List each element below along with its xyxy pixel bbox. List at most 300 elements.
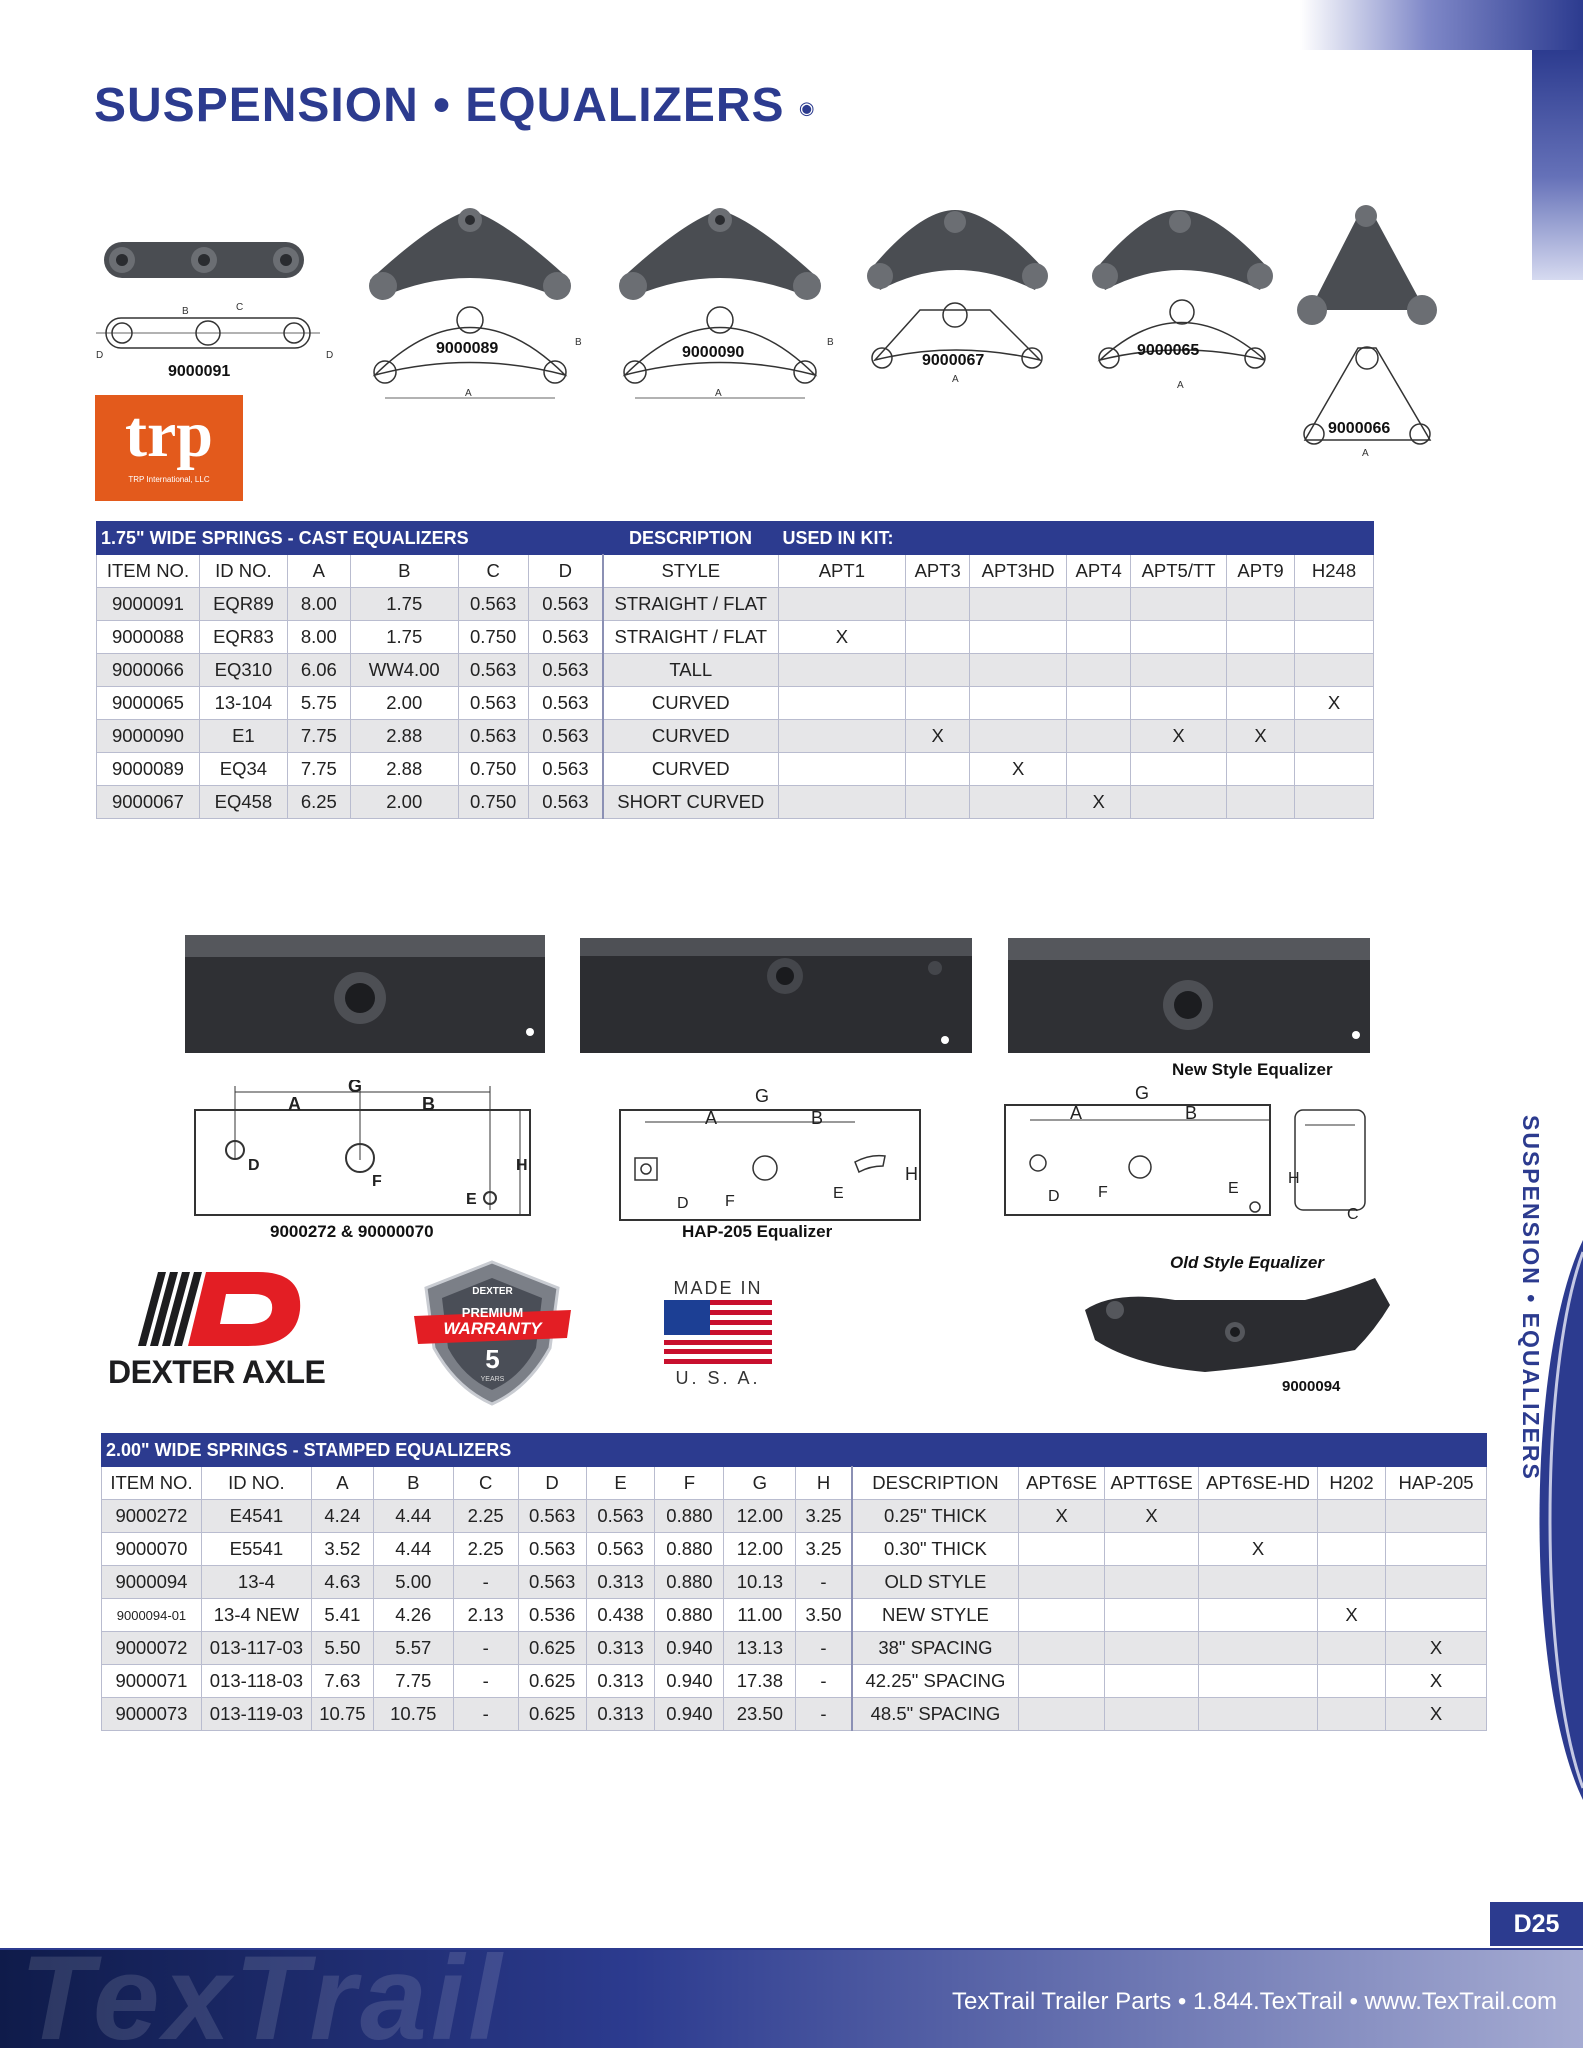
table-cell [1131,588,1227,621]
table-cell: 38" SPACING [852,1632,1019,1665]
table-cell: 0.25" THICK [852,1500,1019,1533]
table2-column-header: E [586,1467,655,1500]
table-cell: X [970,753,1067,786]
table-cell: 0.563 [458,654,528,687]
table-cell: 5.57 [373,1632,453,1665]
table-cell: - [453,1698,518,1731]
table-cell [1067,621,1131,654]
table-cell [970,654,1067,687]
table-cell: 9000090 [97,720,200,753]
table1-column-header: APT4 [1067,555,1131,588]
table2-column-header: APT6SE-HD [1199,1467,1318,1500]
table-cell: 9000088 [97,621,200,654]
equalizer-new-style-photo [1008,933,1373,1058]
table-cell: 0.563 [458,687,528,720]
table-cell: 0.880 [655,1533,724,1566]
table-cell [1295,588,1374,621]
table-cell [906,687,970,720]
table-cell [1067,654,1131,687]
svg-text:A: A [1362,448,1369,459]
svg-text:A: A [465,388,472,399]
table-cell: 0.625 [518,1665,586,1698]
table-cell: 013-119-03 [201,1698,311,1731]
table-cell [1019,1566,1105,1599]
table-cell: 2.88 [350,720,458,753]
table-cell [1105,1665,1199,1698]
table-cell: 1.75 [350,588,458,621]
table-cell [1295,621,1374,654]
table-cell [1318,1566,1386,1599]
table-cell: 9000072 [102,1632,202,1665]
table-cell: - [796,1665,852,1698]
table2-column-header: ID NO. [201,1467,311,1500]
table-cell: 0.625 [518,1698,586,1731]
table-cell [1318,1632,1386,1665]
svg-text:D: D [326,350,334,361]
table2-column-header: A [311,1467,373,1500]
equalizer-new-style-drawing [1000,1085,1380,1225]
table-cell: SHORT CURVED [603,786,778,819]
table-cell: CURVED [603,753,778,786]
table-cell [970,786,1067,819]
table-cell: 0.563 [528,654,603,687]
table-row [97,786,1374,819]
premium-warranty-badge: DEXTER PREMIUM WARRANTY 5 YEARS [410,1258,575,1406]
table-cell: 0.30" THICK [852,1533,1019,1566]
table-cell [1131,654,1227,687]
table-cell: - [796,1566,852,1599]
caption-9000094: 9000094 [1282,1378,1341,1395]
table-cell: X [1019,1500,1105,1533]
table-cell: 0.563 [518,1533,586,1566]
table-cell: E5541 [201,1533,311,1566]
side-gradient-band [1532,50,1583,280]
table-cell: X [1385,1632,1486,1665]
side-section-title: SUSPENSION • EQUALIZERS [1518,1115,1544,1481]
table-cell: E4541 [201,1500,311,1533]
table-cell: 0.940 [655,1698,724,1731]
us-flag-icon [664,1300,772,1364]
table-cell: 13.13 [724,1632,796,1665]
equalizer-hap205-photo [580,938,975,1058]
table-cell [1318,1500,1386,1533]
table-cell [1318,1533,1386,1566]
table-cell: STRAIGHT / FLAT [603,588,778,621]
table-cell [1295,654,1374,687]
table2-column-header: H [796,1467,852,1500]
table-cell: 4.63 [311,1566,373,1599]
table2-column-header: G [724,1467,796,1500]
svg-text:G: G [755,1086,770,1106]
table-cell: EQ34 [199,753,287,786]
table-cell [1295,753,1374,786]
table-cell: 0.563 [528,786,603,819]
table-row [102,1566,1487,1599]
table-cell: 4.44 [373,1533,453,1566]
table-row [102,1533,1487,1566]
svg-text:A: A [715,388,722,399]
table-cell: 9000071 [102,1665,202,1698]
table-cell: 5.41 [311,1599,373,1632]
table-cell [1131,753,1227,786]
table-cell: 8.00 [287,621,350,654]
table2-title: 2.00" WIDE SPRINGS - STAMPED EQUALIZERS [102,1434,1487,1467]
table-cell: 0.313 [586,1632,655,1665]
table-cell: 12.00 [724,1500,796,1533]
table-cell [1227,687,1295,720]
table1-column-header: ITEM NO. [97,555,200,588]
table-cell: 3.50 [796,1599,852,1632]
table2-column-header: F [655,1467,724,1500]
table-cell: 0.750 [458,786,528,819]
table-cell [1105,1533,1199,1566]
table-cell: 0.313 [586,1665,655,1698]
table-cell: 0.438 [586,1599,655,1632]
table2-column-header: H202 [1318,1467,1386,1500]
svg-text:E: E [833,1185,844,1202]
table-cell: 0.880 [655,1500,724,1533]
table-cell: 7.75 [287,720,350,753]
table-row [102,1500,1487,1533]
table-cell [1227,588,1295,621]
table-cell: 0.563 [528,720,603,753]
table-cell: 9000272 [102,1500,202,1533]
table1-column-header: D [528,555,603,588]
table-cell [970,588,1067,621]
table-cell: X [1067,786,1131,819]
table-cell: 11.00 [724,1599,796,1632]
table-cell: EQ310 [199,654,287,687]
table-row [97,720,1374,753]
table-cell: X [1318,1599,1386,1632]
table-cell [1385,1500,1486,1533]
table-row [102,1632,1487,1665]
table-cell: TALL [603,654,778,687]
equalizer-9000089-figure [355,200,585,410]
part-label-9000090: 9000090 [682,344,745,361]
table-cell: 9000094-01 [102,1599,202,1632]
table-cell [906,621,970,654]
table1-column-header: A [287,555,350,588]
table-cell: EQ458 [199,786,287,819]
header-gradient-bar [1300,0,1583,50]
svg-text:D: D [96,350,104,361]
footer-contact: TexTrail Trailer Parts • 1.844.TexTrail • www.TexTrail.com [952,1988,1557,2015]
svg-text:D: D [248,1157,260,1174]
svg-text:B: B [811,1108,824,1128]
table-cell: 10.13 [724,1566,796,1599]
table-cell: X [1227,720,1295,753]
table-cell: 0.750 [458,753,528,786]
svg-text:F: F [725,1193,735,1210]
table-cell: 9000094 [102,1566,202,1599]
table-cell: X [1295,687,1374,720]
svg-text:A: A [288,1094,301,1114]
part-label-9000091: 9000091 [168,363,231,380]
table-cell: 0.563 [518,1566,586,1599]
table-cell: EQR83 [199,621,287,654]
svg-text:A: A [1177,380,1184,391]
caption-hap205: HAP-205 Equalizer [682,1222,833,1241]
table-cell: 0.880 [655,1599,724,1632]
table-cell [778,654,906,687]
table-cell [1019,1599,1105,1632]
table1-column-header: APT3HD [970,555,1067,588]
table-cell [1131,621,1227,654]
table-cell [1199,1665,1318,1698]
svg-text:C: C [236,302,244,313]
equalizer-9000091-figure [96,230,346,380]
table-cell [1227,621,1295,654]
part-label-9000089: 9000089 [436,340,499,357]
svg-text:G: G [348,1080,363,1096]
equalizer-old-style-photo [1075,1270,1395,1380]
table-cell: 3.25 [796,1500,852,1533]
table-cell: 2.00 [350,786,458,819]
table2-column-header: DESCRIPTION [852,1467,1019,1500]
table-cell: 4.26 [373,1599,453,1632]
svg-text:B: B [827,337,834,348]
table-cell: WW4.00 [350,654,458,687]
table-cell: 2.25 [453,1500,518,1533]
table-cell [1227,654,1295,687]
svg-text:B: B [575,337,582,348]
table-cell: 0.880 [655,1566,724,1599]
table-cell [1019,1698,1105,1731]
table-cell: 9000066 [97,654,200,687]
table-cell [1105,1632,1199,1665]
table-cell: 0.536 [518,1599,586,1632]
table-cell: 12.00 [724,1533,796,1566]
table-cell: 0.313 [586,1566,655,1599]
table-cell: 0.563 [528,753,603,786]
table-cell: 42.25" SPACING [852,1665,1019,1698]
table-cell [1318,1698,1386,1731]
table-cell [778,786,906,819]
table-cell: 2.25 [453,1533,518,1566]
table1-title: 1.75" WIDE SPRINGS - CAST EQUALIZERS [97,522,604,555]
svg-text:A: A [705,1108,718,1128]
table-cell: - [796,1698,852,1731]
svg-text:A: A [1070,1103,1083,1123]
table-cell: X [1385,1665,1486,1698]
table-cell: 5.00 [373,1566,453,1599]
stamped-equalizers-table [101,1433,1487,1731]
table2-column-header: APT6SE [1019,1467,1105,1500]
table-cell: 0.563 [518,1500,586,1533]
trp-logo: trp TRP International, LLC [95,395,243,501]
table-cell: 7.75 [373,1665,453,1698]
table-cell [1199,1500,1318,1533]
caption-old-style: Old Style Equalizer [1170,1253,1324,1272]
table-cell: 0.313 [586,1698,655,1731]
table-cell: 9000065 [97,687,200,720]
table-cell: 0.563 [528,621,603,654]
svg-text:H: H [1288,1170,1300,1187]
table-cell: 5.75 [287,687,350,720]
table-cell [970,687,1067,720]
table-cell: X [1105,1500,1199,1533]
section-bullet-icon: ◉ [798,97,816,118]
table-row [97,588,1374,621]
table-cell [1295,786,1374,819]
table-cell: 9000073 [102,1698,202,1731]
svg-text:H: H [905,1164,918,1184]
table-cell: X [1131,720,1227,753]
table-cell [906,588,970,621]
table-cell: 4.24 [311,1500,373,1533]
table-cell: - [796,1632,852,1665]
table-cell: 2.88 [350,753,458,786]
table-cell [970,621,1067,654]
table-cell: 1.75 [350,621,458,654]
part-label-9000067: 9000067 [922,352,985,369]
table-cell: - [453,1566,518,1599]
equalizer-9000067-figure [860,200,1060,400]
svg-text:E: E [1228,1180,1239,1197]
table-cell: 13-4 [201,1566,311,1599]
svg-text:D: D [1048,1188,1060,1205]
table1-column-header: APT1 [778,555,906,588]
table-cell: 17.38 [724,1665,796,1698]
table1-column-header: H248 [1295,555,1374,588]
table-cell [970,720,1067,753]
cast-equalizers-table [96,521,1374,819]
table-cell [1227,753,1295,786]
table1-column-header: APT9 [1227,555,1295,588]
footer-brand-watermark: TexTrail [20,1931,506,2048]
table1-kit-header: USED IN KIT: [778,522,1374,555]
table-cell: CURVED [603,720,778,753]
table-cell: CURVED [603,687,778,720]
table-cell: 5.50 [311,1632,373,1665]
table-cell: 0.750 [458,621,528,654]
table-row [102,1665,1487,1698]
table-cell: 8.00 [287,588,350,621]
table1-column-header: B [350,555,458,588]
table-cell: 9000091 [97,588,200,621]
table-row [102,1698,1487,1731]
table-row [97,654,1374,687]
svg-text:B: B [1185,1103,1198,1123]
equalizer-9000090-figure [605,200,840,410]
side-arc-decoration [1535,1240,1583,1800]
table-cell: 9000089 [97,753,200,786]
table-cell [1131,687,1227,720]
table-cell: 4.44 [373,1500,453,1533]
dexter-d-icon [108,1272,348,1352]
table-cell [906,786,970,819]
svg-text:A: A [952,374,959,385]
table-cell: 2.00 [350,687,458,720]
table-cell: 0.940 [655,1632,724,1665]
table-cell [906,753,970,786]
table-cell: 7.75 [287,753,350,786]
svg-text:B: B [422,1094,435,1114]
svg-text:D: D [677,1195,689,1212]
table-cell [778,687,906,720]
table2-column-header: HAP-205 [1385,1467,1486,1500]
equalizer-9000065-figure [1085,200,1285,400]
table-cell [1067,687,1131,720]
table-cell: 6.25 [287,786,350,819]
table-cell [1199,1698,1318,1731]
table-cell [1019,1533,1105,1566]
table-cell [778,588,906,621]
table-cell: 0.625 [518,1632,586,1665]
table-cell [1199,1599,1318,1632]
table2-column-header: B [373,1467,453,1500]
table-cell: EQR89 [199,588,287,621]
table-cell [1295,720,1374,753]
table-cell [1105,1698,1199,1731]
table-cell [1067,588,1131,621]
table-row [97,687,1374,720]
page-number: D25 [1490,1902,1583,1946]
table1-column-header: STYLE [603,555,778,588]
table-cell: 0.563 [586,1500,655,1533]
equalizer-9000272-photo [185,930,550,1060]
dexter-axle-logo: DEXTER AXLE [108,1272,348,1392]
table-cell [1105,1599,1199,1632]
table1-column-header: C [458,555,528,588]
table-cell [1385,1566,1486,1599]
table-cell [1019,1632,1105,1665]
table-cell [1199,1566,1318,1599]
table-cell: X [906,720,970,753]
equalizer-9000272-drawing [190,1080,540,1230]
table-cell [1227,786,1295,819]
table2-column-header: ITEM NO. [102,1467,202,1500]
svg-text:H: H [516,1157,528,1174]
table-cell [1131,786,1227,819]
table1-column-header: ID NO. [199,555,287,588]
table-cell: 0.563 [458,720,528,753]
svg-text:C: C [1347,1206,1359,1223]
equalizer-hap205-drawing [615,1080,935,1230]
table-cell: NEW STYLE [852,1599,1019,1632]
table-cell [1067,720,1131,753]
table-cell: X [1199,1533,1318,1566]
table-cell: 0.563 [528,588,603,621]
table-cell: 013-117-03 [201,1632,311,1665]
table-row [97,753,1374,786]
table-cell: X [778,621,906,654]
table-cell [1199,1632,1318,1665]
table1-description-header: DESCRIPTION [603,522,778,555]
svg-text:B: B [182,306,189,317]
table-cell: 13-4 NEW [201,1599,311,1632]
table-cell: 3.25 [796,1533,852,1566]
table-cell: 0.940 [655,1665,724,1698]
caption-9000272: 9000272 & 90000070 [270,1222,434,1241]
table-cell [1385,1599,1486,1632]
table-cell: X [1385,1698,1486,1731]
table-cell: 013-118-03 [201,1665,311,1698]
table-cell [1019,1665,1105,1698]
svg-text:G: G [1135,1085,1150,1103]
table-cell: - [453,1632,518,1665]
caption-new-style: New Style Equalizer [1172,1060,1333,1079]
table-cell: 9000067 [97,786,200,819]
table-cell: 0.563 [586,1533,655,1566]
table-cell: 9000070 [102,1533,202,1566]
table-cell: 2.13 [453,1599,518,1632]
table-cell [1067,753,1131,786]
table-cell: - [453,1665,518,1698]
table-cell: 10.75 [373,1698,453,1731]
table-cell [906,654,970,687]
